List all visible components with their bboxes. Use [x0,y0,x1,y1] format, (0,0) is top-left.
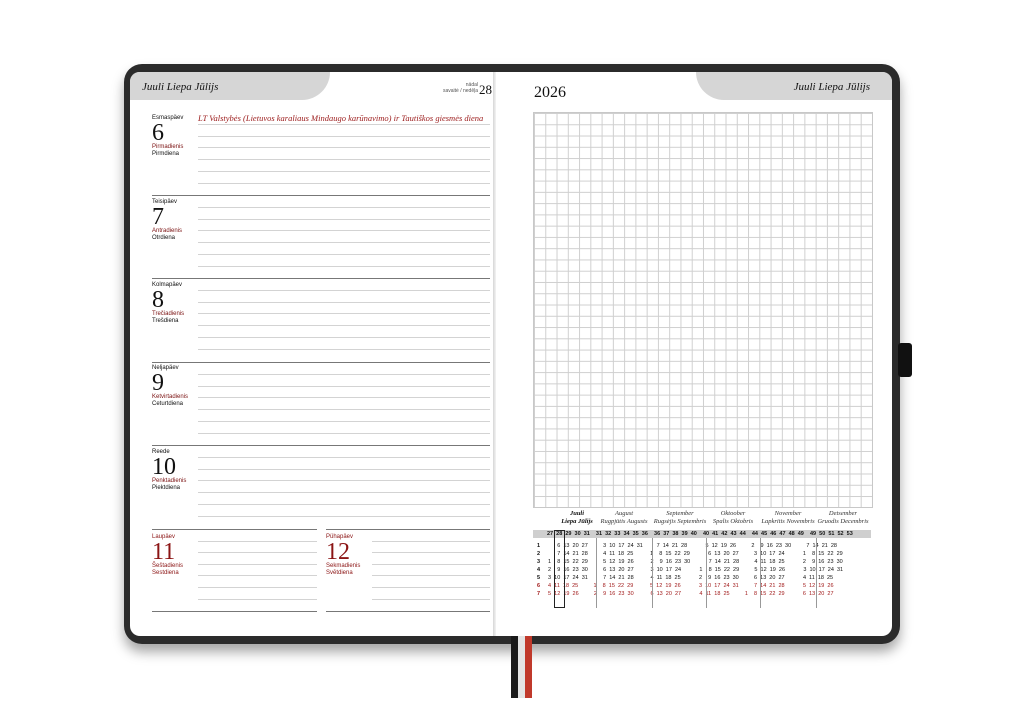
day-divider [152,611,317,612]
writing-line [198,219,490,220]
writing-line [198,504,490,505]
day-block-sunday[interactable] [326,534,360,577]
left-month-label: Juuli Liepa Jūlijs [142,81,219,93]
weekday-index: 6 [537,583,541,589]
month-separator [816,538,817,608]
day-name: Teisipäev [152,199,178,205]
month-name: November [774,510,802,517]
day-name-lt: Sekmadienis [326,563,361,569]
writing-line [198,242,490,243]
writing-line [198,325,490,326]
writing-line [198,433,490,434]
writing-line [198,171,490,172]
bookmark-ribbon-white[interactable] [518,636,525,698]
day-name-lt: Antradienis [152,228,183,234]
weekday-index: 4 [537,567,541,573]
writing-line [372,541,490,542]
writing-line [198,397,490,398]
week-number: 28 [479,82,492,97]
day-divider [152,195,490,196]
month-separator [760,538,761,608]
month-name-alt: Gruodis Decembris [817,517,869,525]
bookmark-ribbon-black[interactable] [511,636,518,698]
day-name-lv: Piektdiena [152,485,181,491]
writing-line [198,587,317,588]
day-number: 9 [152,370,164,396]
writing-line [198,469,490,470]
day-block-friday[interactable] [152,449,186,492]
writing-line [198,349,490,350]
writing-line [198,230,490,231]
writing-line [198,159,490,160]
writing-line [198,254,490,255]
calendar-row: 7 14 21 28 4 11 18 25 1 8 15 22 29 6 13 20 27 3 10 17 24 1 8 15 22 29 [545,551,843,557]
week-caption-line-2: savaitė / nedēļa [442,88,478,94]
weekday-index: 7 [537,591,541,597]
weekday-index: 5 [537,575,541,581]
bookmark-ribbon-red[interactable] [525,636,532,698]
notes-grid[interactable] [533,112,873,508]
writing-line [372,564,490,565]
month-name-alt: Spalis Oktobris [712,517,754,525]
day-divider [152,362,490,363]
day-name-lv: Pirmdiena [152,151,180,157]
day-block-tuesday[interactable] [152,199,182,242]
day-number: 11 [152,539,176,565]
year-title: 2026 [534,84,566,101]
day-divider [152,278,490,279]
month-heading [814,510,872,525]
writing-line [198,599,317,600]
writing-line [198,552,317,553]
writing-line [198,147,490,148]
calendar-row-sunday: 5 12 19 26 2 9 16 23 30 6 13 20 27 4 11 18 25 1 8 15 22 29 6 13 20 27 [545,591,834,597]
right-month-label: Juuli Liepa Jūlijs [793,81,870,93]
week-caption [422,82,478,94]
day-block-saturday[interactable] [152,534,183,577]
month-name-alt: Lapkritis Novembris [761,517,815,525]
month-separator [596,538,597,608]
writing-line [198,124,490,125]
month-name: Detsember [828,510,858,517]
holiday-note: LT Valstybės (Lietuvos karaliaus Mindaugo karūnavimo) ir Tautiškos giesmės diena [198,113,484,123]
day-block-thursday[interactable] [152,365,188,408]
writing-line [198,409,490,410]
day-name-lt: Pirmadienis [152,144,184,150]
left-month-tab [130,72,330,100]
day-name-lv: Ceturtdiena [152,401,184,407]
day-name: Esmaspäev [152,115,184,121]
day-name-lt: Trečiadienis [152,311,185,317]
writing-line [198,313,490,314]
day-divider [152,445,490,446]
month-name: Juuli [569,510,585,517]
day-number: 7 [152,204,164,230]
week-caption-line-1: nädal [465,82,478,88]
writing-line [198,266,490,267]
weekday-index: 2 [537,551,541,557]
writing-line [198,541,317,542]
day-name: Laupäev [152,534,176,540]
writing-line [198,564,317,565]
page-spine [493,72,496,636]
current-week-highlight [554,530,565,608]
month-heading [595,510,653,525]
month-name-alt: Rugpjūtis Augusts [600,517,648,525]
writing-line [198,421,490,422]
day-name-lv: Sestdiena [152,570,179,576]
writing-line [372,587,490,588]
calendar-row-saturday: 4 11 18 25 1 8 15 22 29 5 12 19 26 3 10 17 24 31 7 14 21 28 5 12 19 26 [545,583,834,589]
day-divider [326,529,490,530]
month-heading [759,510,817,525]
week-number-row: 27 28 29 30 31 31 32 33 34 35 36 36 37 38 39 40 40 41 42 43 44 44 45 46 47 48 49 49 50 51 52 53 [547,531,853,537]
day-name-lt: Penktadienis [152,478,187,484]
writing-line [198,492,490,493]
right-month-tab [696,72,892,100]
writing-line [372,575,490,576]
day-name: Pühapäev [326,534,354,540]
day-name: Kolmapäev [152,282,183,288]
day-number: 6 [152,120,164,146]
writing-line [198,386,490,387]
writing-line [198,136,490,137]
writing-line [198,575,317,576]
writing-line [198,183,490,184]
day-name-lv: Otrdiena [152,235,176,241]
writing-line [198,290,490,291]
writing-line [198,207,490,208]
writing-line [198,457,490,458]
elastic-band [898,343,912,377]
day-name-lt: Ketvirtadienis [152,394,189,400]
month-heading [704,510,762,525]
writing-line [198,480,490,481]
month-name-alt: Rugsėjis Septembris [653,517,707,525]
day-block-monday[interactable] [152,115,183,158]
month-name: August [614,510,634,517]
month-separator [706,538,707,608]
day-name-lv: Svētdiena [326,570,353,576]
writing-line [198,374,490,375]
calendar-row: 3 10 17 24 31 7 14 21 28 4 11 18 25 2 9 16 23 30 6 13 20 27 4 11 18 25 [545,575,834,581]
day-block-wednesday[interactable] [152,282,184,325]
writing-line [372,552,490,553]
weekday-index: 3 [537,559,541,565]
day-name: Neljapäev [152,365,179,371]
month-name-alt: Liepa Jūlijs [561,517,593,525]
writing-line [372,599,490,600]
month-name: September [666,510,694,517]
month-heading [651,510,709,525]
weekday-index: 1 [537,543,541,549]
day-number: 8 [152,287,164,313]
day-number: 12 [326,539,350,565]
day-divider [326,611,490,612]
month-name: Oktoober [720,510,746,517]
writing-line [198,516,490,517]
calendar-row: 1 8 15 22 29 5 12 19 26 2 9 16 23 30 7 14 21 28 4 11 18 25 2 9 16 23 30 [545,559,843,565]
day-name-lt: Šeštadienis [152,563,184,569]
day-divider [152,529,317,530]
writing-line [198,302,490,303]
day-name: Reede [152,449,170,455]
month-separator [652,538,653,608]
day-number: 10 [152,454,176,480]
calendar-row: 6 13 20 27 3 10 17 24 31 7 14 21 28 5 12 19 26 2 9 16 23 30 7 14 21 28 [545,543,837,549]
day-name-lv: Trešdiena [152,318,179,324]
writing-line [198,337,490,338]
calendar-row: 2 9 16 23 30 6 13 20 27 3 10 17 24 1 8 15 22 29 5 12 19 26 3 10 17 24 31 [545,567,844,573]
